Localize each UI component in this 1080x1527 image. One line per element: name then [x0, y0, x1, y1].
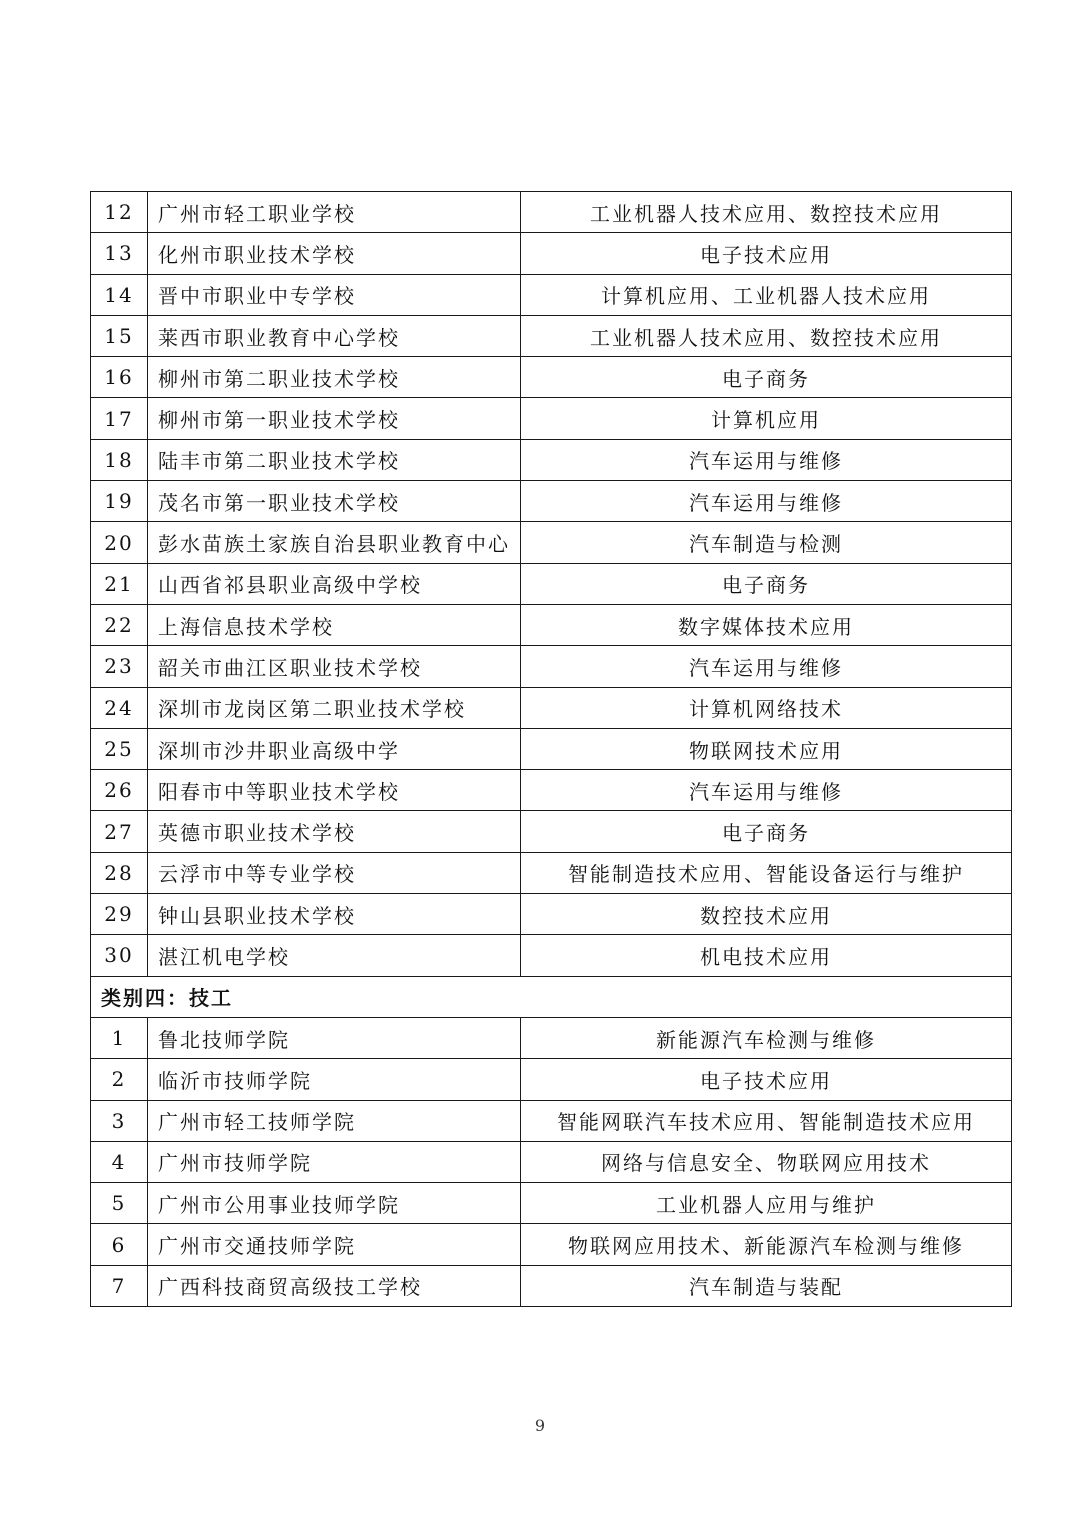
row-number: 12	[91, 192, 148, 233]
table-row	[91, 481, 1012, 522]
row-number: 28	[91, 852, 148, 893]
school-name: 广州市交通技师学院	[148, 1224, 521, 1265]
school-name: 广州市公用事业技师学院	[148, 1183, 521, 1224]
major-name: 智能制造技术应用、智能设备运行与维护	[521, 852, 1012, 893]
table-row	[91, 439, 1012, 480]
table-row	[91, 563, 1012, 604]
major-name: 电子技术应用	[521, 233, 1012, 274]
major-name: 数控技术应用	[521, 894, 1012, 935]
table-row	[91, 646, 1012, 687]
row-number: 6	[91, 1224, 148, 1265]
major-name: 计算机网络技术	[521, 687, 1012, 728]
major-name: 智能网联汽车技术应用、智能制造技术应用	[521, 1100, 1012, 1141]
table-row	[91, 398, 1012, 439]
school-name: 钟山县职业技术学校	[148, 894, 521, 935]
table-body-part-1	[91, 192, 1012, 977]
major-name: 工业机器人应用与维护	[521, 1183, 1012, 1224]
row-number: 16	[91, 357, 148, 398]
row-number: 24	[91, 687, 148, 728]
table-row	[91, 604, 1012, 645]
row-number: 2	[91, 1059, 148, 1100]
school-name: 彭水苗族土家族自治县职业教育中心	[148, 522, 521, 563]
row-number: 29	[91, 894, 148, 935]
category-section	[91, 976, 1012, 1017]
table-row	[91, 315, 1012, 356]
row-number: 21	[91, 563, 148, 604]
school-name: 阳春市中等职业技术学校	[148, 770, 521, 811]
row-number: 22	[91, 604, 148, 645]
table-row	[91, 728, 1012, 769]
school-name: 广州市轻工技师学院	[148, 1100, 521, 1141]
major-name: 电子技术应用	[521, 1059, 1012, 1100]
page-number: 9	[534, 1416, 546, 1435]
school-name: 深圳市沙井职业高级中学	[148, 728, 521, 769]
table-row	[91, 274, 1012, 315]
major-name: 新能源汽车检测与维修	[521, 1017, 1012, 1058]
major-name: 计算机应用、工业机器人技术应用	[521, 274, 1012, 315]
table-row	[91, 1265, 1012, 1306]
row-number: 19	[91, 481, 148, 522]
school-name: 鲁北技师学院	[148, 1017, 521, 1058]
school-name: 韶关市曲江区职业技术学校	[148, 646, 521, 687]
table-row	[91, 192, 1012, 233]
table-row	[91, 1224, 1012, 1265]
major-name: 网络与信息安全、物联网应用技术	[521, 1141, 1012, 1182]
row-number: 15	[91, 315, 148, 356]
school-name: 英德市职业技术学校	[148, 811, 521, 852]
table-row	[91, 1141, 1012, 1182]
row-number: 20	[91, 522, 148, 563]
table-row	[91, 1017, 1012, 1058]
school-name: 临沂市技师学院	[148, 1059, 521, 1100]
row-number: 25	[91, 728, 148, 769]
major-name: 工业机器人技术应用、数控技术应用	[521, 315, 1012, 356]
major-name: 数字媒体技术应用	[521, 604, 1012, 645]
school-name: 广西科技商贸高级技工学校	[148, 1265, 521, 1306]
row-number: 4	[91, 1141, 148, 1182]
table-row	[91, 687, 1012, 728]
major-name: 汽车制造与装配	[521, 1265, 1012, 1306]
row-number: 7	[91, 1265, 148, 1306]
major-name: 计算机应用	[521, 398, 1012, 439]
row-number: 18	[91, 439, 148, 480]
table-row	[91, 522, 1012, 563]
major-name: 汽车运用与维修	[521, 481, 1012, 522]
school-name: 莱西市职业教育中心学校	[148, 315, 521, 356]
table-row	[91, 1059, 1012, 1100]
category-row	[91, 976, 1012, 1017]
school-name: 柳州市第一职业技术学校	[148, 398, 521, 439]
school-name: 陆丰市第二职业技术学校	[148, 439, 521, 480]
row-number: 17	[91, 398, 148, 439]
table-row	[91, 770, 1012, 811]
row-number: 27	[91, 811, 148, 852]
school-name: 上海信息技术学校	[148, 604, 521, 645]
row-number: 26	[91, 770, 148, 811]
major-name: 汽车制造与检测	[521, 522, 1012, 563]
major-name: 汽车运用与维修	[521, 770, 1012, 811]
school-name: 湛江机电学校	[148, 935, 521, 976]
table-row	[91, 852, 1012, 893]
major-name: 机电技术应用	[521, 935, 1012, 976]
row-number: 23	[91, 646, 148, 687]
school-name: 晋中市职业中专学校	[148, 274, 521, 315]
table-row	[91, 357, 1012, 398]
row-number: 14	[91, 274, 148, 315]
row-number: 3	[91, 1100, 148, 1141]
major-name: 电子商务	[521, 811, 1012, 852]
row-number: 5	[91, 1183, 148, 1224]
table-row	[91, 1183, 1012, 1224]
school-name: 云浮市中等专业学校	[148, 852, 521, 893]
major-name: 物联网应用技术、新能源汽车检测与维修	[521, 1224, 1012, 1265]
major-name: 工业机器人技术应用、数控技术应用	[521, 192, 1012, 233]
school-name: 化州市职业技术学校	[148, 233, 521, 274]
row-number: 30	[91, 935, 148, 976]
table-row	[91, 233, 1012, 274]
table-row	[91, 935, 1012, 976]
school-name: 广州市轻工职业学校	[148, 192, 521, 233]
major-name: 汽车运用与维修	[521, 439, 1012, 480]
major-name: 电子商务	[521, 563, 1012, 604]
school-name: 深圳市龙岗区第二职业技术学校	[148, 687, 521, 728]
major-name: 物联网技术应用	[521, 728, 1012, 769]
category-header: 类别四：技工	[91, 976, 1012, 1017]
row-number: 1	[91, 1017, 148, 1058]
school-name: 山西省祁县职业高级中学校	[148, 563, 521, 604]
school-name: 柳州市第二职业技术学校	[148, 357, 521, 398]
table-body-part-2	[91, 1017, 1012, 1306]
table-row	[91, 1100, 1012, 1141]
school-major-table	[90, 191, 1012, 1307]
major-name: 汽车运用与维修	[521, 646, 1012, 687]
school-name: 茂名市第一职业技术学校	[148, 481, 521, 522]
major-name: 电子商务	[521, 357, 1012, 398]
row-number: 13	[91, 233, 148, 274]
table-row	[91, 811, 1012, 852]
school-name: 广州市技师学院	[148, 1141, 521, 1182]
table-row	[91, 894, 1012, 935]
